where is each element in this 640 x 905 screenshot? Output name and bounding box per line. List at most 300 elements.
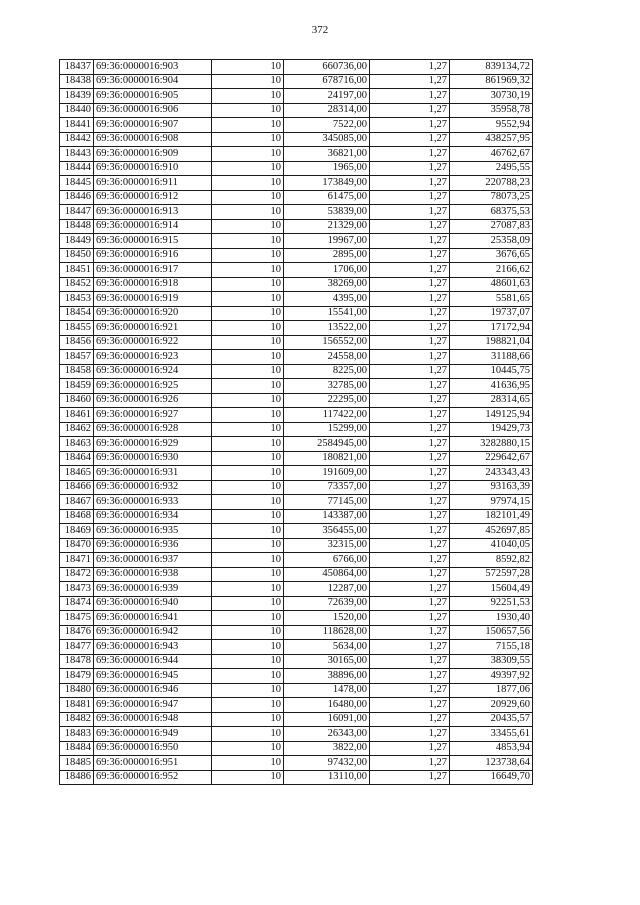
code-cell: 10 <box>212 582 284 597</box>
coefficient-cell: 1,27 <box>370 263 450 278</box>
coefficient-cell: 1,27 <box>370 364 450 379</box>
cadastral-number: 69:36:0000016:918 <box>94 277 212 292</box>
cadastral-number: 69:36:0000016:946 <box>94 683 212 698</box>
table-row <box>60 364 533 379</box>
result-cell: 25358,09 <box>450 234 533 249</box>
coefficient-cell: 1,27 <box>370 596 450 611</box>
result-cell: 438257,95 <box>450 132 533 147</box>
cadastral-number: 69:36:0000016:925 <box>94 379 212 394</box>
value-cell: 2584945,00 <box>284 437 370 452</box>
coefficient-cell: 1,27 <box>370 451 450 466</box>
result-cell: 41040,05 <box>450 538 533 553</box>
code-cell: 10 <box>212 495 284 510</box>
cadastral-number: 69:36:0000016:943 <box>94 640 212 655</box>
result-cell: 30730,19 <box>450 89 533 104</box>
row-number: 18442 <box>60 132 94 147</box>
coefficient-cell: 1,27 <box>370 248 450 263</box>
table-row <box>60 103 533 118</box>
table-row <box>60 60 533 75</box>
result-cell: 9552,94 <box>450 118 533 133</box>
code-cell: 10 <box>212 132 284 147</box>
row-number: 18467 <box>60 495 94 510</box>
result-cell: 1930,40 <box>450 611 533 626</box>
code-cell: 10 <box>212 567 284 582</box>
row-number: 18479 <box>60 669 94 684</box>
code-cell: 10 <box>212 234 284 249</box>
cadastral-number: 69:36:0000016:926 <box>94 393 212 408</box>
table-row <box>60 683 533 698</box>
row-number: 18454 <box>60 306 94 321</box>
value-cell: 13110,00 <box>284 770 370 785</box>
table-row <box>60 669 533 684</box>
page-number: 372 <box>311 24 329 36</box>
cadastral-number: 69:36:0000016:949 <box>94 727 212 742</box>
coefficient-cell: 1,27 <box>370 74 450 89</box>
result-cell: 48601,63 <box>450 277 533 292</box>
cadastral-number: 69:36:0000016:903 <box>94 60 212 75</box>
result-cell: 452697,85 <box>450 524 533 539</box>
code-cell: 10 <box>212 712 284 727</box>
cadastral-number: 69:36:0000016:934 <box>94 509 212 524</box>
row-number: 18482 <box>60 712 94 727</box>
code-cell: 10 <box>212 60 284 75</box>
code-cell: 10 <box>212 553 284 568</box>
table-row <box>60 596 533 611</box>
result-cell: 78073,25 <box>450 190 533 205</box>
cadastral-number: 69:36:0000016:912 <box>94 190 212 205</box>
table-row <box>60 321 533 336</box>
cadastral-value-table <box>59 59 533 785</box>
cadastral-number: 69:36:0000016:927 <box>94 408 212 423</box>
table-row <box>60 611 533 626</box>
cadastral-number: 69:36:0000016:910 <box>94 161 212 176</box>
value-cell: 24197,00 <box>284 89 370 104</box>
value-cell: 22295,00 <box>284 393 370 408</box>
row-number: 18472 <box>60 567 94 582</box>
row-number: 18466 <box>60 480 94 495</box>
coefficient-cell: 1,27 <box>370 756 450 771</box>
coefficient-cell: 1,27 <box>370 712 450 727</box>
code-cell: 10 <box>212 625 284 640</box>
row-number: 18465 <box>60 466 94 481</box>
code-cell: 10 <box>212 190 284 205</box>
table-row <box>60 205 533 220</box>
value-cell: 21329,00 <box>284 219 370 234</box>
row-number: 18440 <box>60 103 94 118</box>
cadastral-number: 69:36:0000016:920 <box>94 306 212 321</box>
coefficient-cell: 1,27 <box>370 379 450 394</box>
value-cell: 6766,00 <box>284 553 370 568</box>
coefficient-cell: 1,27 <box>370 118 450 133</box>
cadastral-number: 69:36:0000016:913 <box>94 205 212 220</box>
table-row <box>60 248 533 263</box>
code-cell: 10 <box>212 263 284 278</box>
code-cell: 10 <box>212 321 284 336</box>
coefficient-cell: 1,27 <box>370 205 450 220</box>
value-cell: 173849,00 <box>284 176 370 191</box>
table-row <box>60 466 533 481</box>
row-number: 18438 <box>60 74 94 89</box>
row-number: 18460 <box>60 393 94 408</box>
row-number: 18471 <box>60 553 94 568</box>
value-cell: 191609,00 <box>284 466 370 481</box>
cadastral-number: 69:36:0000016:909 <box>94 147 212 162</box>
row-number: 18474 <box>60 596 94 611</box>
coefficient-cell: 1,27 <box>370 132 450 147</box>
code-cell: 10 <box>212 393 284 408</box>
code-cell: 10 <box>212 350 284 365</box>
code-cell: 10 <box>212 727 284 742</box>
code-cell: 10 <box>212 379 284 394</box>
value-cell: 117422,00 <box>284 408 370 423</box>
table-row <box>60 509 533 524</box>
result-cell: 28314,65 <box>450 393 533 408</box>
table-row <box>60 89 533 104</box>
coefficient-cell: 1,27 <box>370 524 450 539</box>
table-row <box>60 495 533 510</box>
value-cell: 26343,00 <box>284 727 370 742</box>
code-cell: 10 <box>212 669 284 684</box>
code-cell: 10 <box>212 437 284 452</box>
table-row <box>60 176 533 191</box>
cadastral-number: 69:36:0000016:936 <box>94 538 212 553</box>
coefficient-cell: 1,27 <box>370 654 450 669</box>
result-cell: 2495,55 <box>450 161 533 176</box>
cadastral-number: 69:36:0000016:904 <box>94 74 212 89</box>
code-cell: 10 <box>212 147 284 162</box>
cadastral-number: 69:36:0000016:930 <box>94 451 212 466</box>
row-number: 18463 <box>60 437 94 452</box>
cadastral-number: 69:36:0000016:924 <box>94 364 212 379</box>
code-cell: 10 <box>212 756 284 771</box>
table-row <box>60 393 533 408</box>
table-row <box>60 161 533 176</box>
coefficient-cell: 1,27 <box>370 466 450 481</box>
cadastral-number: 69:36:0000016:929 <box>94 437 212 452</box>
row-number: 18447 <box>60 205 94 220</box>
value-cell: 3822,00 <box>284 741 370 756</box>
value-cell: 38269,00 <box>284 277 370 292</box>
cadastral-number: 69:36:0000016:923 <box>94 350 212 365</box>
cadastral-number: 69:36:0000016:922 <box>94 335 212 350</box>
cadastral-number: 69:36:0000016:907 <box>94 118 212 133</box>
value-cell: 16091,00 <box>284 712 370 727</box>
coefficient-cell: 1,27 <box>370 538 450 553</box>
row-number: 18468 <box>60 509 94 524</box>
row-number: 18485 <box>60 756 94 771</box>
cadastral-number: 69:36:0000016:944 <box>94 654 212 669</box>
coefficient-cell: 1,27 <box>370 103 450 118</box>
row-number: 18437 <box>60 60 94 75</box>
code-cell: 10 <box>212 335 284 350</box>
code-cell: 10 <box>212 219 284 234</box>
row-number: 18441 <box>60 118 94 133</box>
result-cell: 861969,32 <box>450 74 533 89</box>
table-row <box>60 277 533 292</box>
result-cell: 33455,61 <box>450 727 533 742</box>
code-cell: 10 <box>212 408 284 423</box>
coefficient-cell: 1,27 <box>370 408 450 423</box>
result-cell: 3282880,15 <box>450 437 533 452</box>
cadastral-number: 69:36:0000016:931 <box>94 466 212 481</box>
code-cell: 10 <box>212 103 284 118</box>
table-row <box>60 727 533 742</box>
row-number: 18476 <box>60 625 94 640</box>
table-row <box>60 234 533 249</box>
row-number: 18459 <box>60 379 94 394</box>
code-cell: 10 <box>212 524 284 539</box>
row-number: 18444 <box>60 161 94 176</box>
value-cell: 72639,00 <box>284 596 370 611</box>
coefficient-cell: 1,27 <box>370 321 450 336</box>
code-cell: 10 <box>212 611 284 626</box>
value-cell: 118628,00 <box>284 625 370 640</box>
result-cell: 35958,78 <box>450 103 533 118</box>
value-cell: 356455,00 <box>284 524 370 539</box>
value-cell: 180821,00 <box>284 451 370 466</box>
result-cell: 31188,66 <box>450 350 533 365</box>
result-cell: 5581,65 <box>450 292 533 307</box>
value-cell: 2895,00 <box>284 248 370 263</box>
result-cell: 3676,65 <box>450 248 533 263</box>
code-cell: 10 <box>212 74 284 89</box>
row-number: 18439 <box>60 89 94 104</box>
result-cell: 19429,73 <box>450 422 533 437</box>
coefficient-cell: 1,27 <box>370 683 450 698</box>
cadastral-number: 69:36:0000016:905 <box>94 89 212 104</box>
table-row <box>60 437 533 452</box>
table-row <box>60 625 533 640</box>
coefficient-cell: 1,27 <box>370 335 450 350</box>
coefficient-cell: 1,27 <box>370 393 450 408</box>
row-number: 18473 <box>60 582 94 597</box>
table-row <box>60 118 533 133</box>
cadastral-number: 69:36:0000016:945 <box>94 669 212 684</box>
row-number: 18445 <box>60 176 94 191</box>
row-number: 18448 <box>60 219 94 234</box>
cadastral-number: 69:36:0000016:937 <box>94 553 212 568</box>
row-number: 18484 <box>60 741 94 756</box>
table-row <box>60 263 533 278</box>
value-cell: 156552,00 <box>284 335 370 350</box>
cadastral-number: 69:36:0000016:935 <box>94 524 212 539</box>
code-cell: 10 <box>212 451 284 466</box>
row-number: 18449 <box>60 234 94 249</box>
value-cell: 38896,00 <box>284 669 370 684</box>
coefficient-cell: 1,27 <box>370 89 450 104</box>
value-cell: 678716,00 <box>284 74 370 89</box>
table-row <box>60 451 533 466</box>
result-cell: 198821,04 <box>450 335 533 350</box>
result-cell: 8592,82 <box>450 553 533 568</box>
coefficient-cell: 1,27 <box>370 495 450 510</box>
row-number: 18446 <box>60 190 94 205</box>
coefficient-cell: 1,27 <box>370 161 450 176</box>
result-cell: 17172,94 <box>450 321 533 336</box>
result-cell: 97974,15 <box>450 495 533 510</box>
row-number: 18443 <box>60 147 94 162</box>
result-cell: 49397,92 <box>450 669 533 684</box>
result-cell: 20929,60 <box>450 698 533 713</box>
value-cell: 345085,00 <box>284 132 370 147</box>
value-cell: 36821,00 <box>284 147 370 162</box>
cadastral-number: 69:36:0000016:951 <box>94 756 212 771</box>
cadastral-number: 69:36:0000016:950 <box>94 741 212 756</box>
cadastral-number: 69:36:0000016:933 <box>94 495 212 510</box>
table-row <box>60 524 533 539</box>
result-cell: 4853,94 <box>450 741 533 756</box>
code-cell: 10 <box>212 118 284 133</box>
coefficient-cell: 1,27 <box>370 727 450 742</box>
result-cell: 15604,49 <box>450 582 533 597</box>
cadastral-number: 69:36:0000016:948 <box>94 712 212 727</box>
cadastral-number: 69:36:0000016:947 <box>94 698 212 713</box>
row-number: 18486 <box>60 770 94 785</box>
result-cell: 123738,64 <box>450 756 533 771</box>
table-row <box>60 335 533 350</box>
value-cell: 61475,00 <box>284 190 370 205</box>
row-number: 18457 <box>60 350 94 365</box>
row-number: 18452 <box>60 277 94 292</box>
table-row <box>60 147 533 162</box>
code-cell: 10 <box>212 698 284 713</box>
coefficient-cell: 1,27 <box>370 669 450 684</box>
row-number: 18475 <box>60 611 94 626</box>
value-cell: 73357,00 <box>284 480 370 495</box>
value-cell: 32315,00 <box>284 538 370 553</box>
coefficient-cell: 1,27 <box>370 60 450 75</box>
cadastral-number: 69:36:0000016:911 <box>94 176 212 191</box>
code-cell: 10 <box>212 89 284 104</box>
result-cell: 20435,57 <box>450 712 533 727</box>
table-row <box>60 698 533 713</box>
result-cell: 2166,62 <box>450 263 533 278</box>
cadastral-number: 69:36:0000016:932 <box>94 480 212 495</box>
row-number: 18453 <box>60 292 94 307</box>
cadastral-number: 69:36:0000016:942 <box>94 625 212 640</box>
code-cell: 10 <box>212 741 284 756</box>
value-cell: 1520,00 <box>284 611 370 626</box>
value-cell: 77145,00 <box>284 495 370 510</box>
value-cell: 5634,00 <box>284 640 370 655</box>
row-number: 18451 <box>60 263 94 278</box>
value-cell: 53839,00 <box>284 205 370 220</box>
coefficient-cell: 1,27 <box>370 176 450 191</box>
table-row <box>60 640 533 655</box>
coefficient-cell: 1,27 <box>370 698 450 713</box>
table-row <box>60 553 533 568</box>
cadastral-number: 69:36:0000016:916 <box>94 248 212 263</box>
coefficient-cell: 1,27 <box>370 277 450 292</box>
cadastral-number: 69:36:0000016:938 <box>94 567 212 582</box>
row-number: 18478 <box>60 654 94 669</box>
value-cell: 16480,00 <box>284 698 370 713</box>
code-cell: 10 <box>212 480 284 495</box>
value-cell: 1706,00 <box>284 263 370 278</box>
table-row <box>60 350 533 365</box>
coefficient-cell: 1,27 <box>370 437 450 452</box>
result-cell: 27087,83 <box>450 219 533 234</box>
cadastral-number: 69:36:0000016:941 <box>94 611 212 626</box>
result-cell: 182101,49 <box>450 509 533 524</box>
code-cell: 10 <box>212 161 284 176</box>
table-row <box>60 422 533 437</box>
result-cell: 16649,70 <box>450 770 533 785</box>
row-number: 18469 <box>60 524 94 539</box>
cadastral-number: 69:36:0000016:928 <box>94 422 212 437</box>
coefficient-cell: 1,27 <box>370 611 450 626</box>
table-row <box>60 408 533 423</box>
cadastral-number: 69:36:0000016:921 <box>94 321 212 336</box>
table-row <box>60 582 533 597</box>
coefficient-cell: 1,27 <box>370 234 450 249</box>
value-cell: 15299,00 <box>284 422 370 437</box>
result-cell: 1877,06 <box>450 683 533 698</box>
value-cell: 143387,00 <box>284 509 370 524</box>
row-number: 18462 <box>60 422 94 437</box>
value-cell: 660736,00 <box>284 60 370 75</box>
table-row <box>60 132 533 147</box>
cadastral-number: 69:36:0000016:952 <box>94 770 212 785</box>
coefficient-cell: 1,27 <box>370 147 450 162</box>
table-row <box>60 654 533 669</box>
table-body <box>60 60 533 785</box>
table-row <box>60 219 533 234</box>
result-cell: 92251,53 <box>450 596 533 611</box>
value-cell: 15541,00 <box>284 306 370 321</box>
table-row <box>60 770 533 785</box>
value-cell: 30165,00 <box>284 654 370 669</box>
row-number: 18456 <box>60 335 94 350</box>
coefficient-cell: 1,27 <box>370 422 450 437</box>
result-cell: 572597,28 <box>450 567 533 582</box>
row-number: 18458 <box>60 364 94 379</box>
cadastral-number: 69:36:0000016:939 <box>94 582 212 597</box>
table-row <box>60 74 533 89</box>
value-cell: 450864,00 <box>284 567 370 582</box>
coefficient-cell: 1,27 <box>370 190 450 205</box>
coefficient-cell: 1,27 <box>370 219 450 234</box>
result-cell: 229642,67 <box>450 451 533 466</box>
code-cell: 10 <box>212 683 284 698</box>
coefficient-cell: 1,27 <box>370 292 450 307</box>
coefficient-cell: 1,27 <box>370 741 450 756</box>
cadastral-number: 69:36:0000016:919 <box>94 292 212 307</box>
row-number: 18464 <box>60 451 94 466</box>
row-number: 18450 <box>60 248 94 263</box>
row-number: 18455 <box>60 321 94 336</box>
coefficient-cell: 1,27 <box>370 480 450 495</box>
value-cell: 24558,00 <box>284 350 370 365</box>
table-row <box>60 190 533 205</box>
table-row <box>60 756 533 771</box>
result-cell: 7155,18 <box>450 640 533 655</box>
result-cell: 38309,55 <box>450 654 533 669</box>
value-cell: 7522,00 <box>284 118 370 133</box>
result-cell: 150657,56 <box>450 625 533 640</box>
table-row <box>60 567 533 582</box>
code-cell: 10 <box>212 422 284 437</box>
cadastral-number: 69:36:0000016:915 <box>94 234 212 249</box>
code-cell: 10 <box>212 248 284 263</box>
code-cell: 10 <box>212 176 284 191</box>
cadastral-number: 69:36:0000016:908 <box>94 132 212 147</box>
value-cell: 1478,00 <box>284 683 370 698</box>
result-cell: 839134,72 <box>450 60 533 75</box>
row-number: 18461 <box>60 408 94 423</box>
coefficient-cell: 1,27 <box>370 625 450 640</box>
coefficient-cell: 1,27 <box>370 582 450 597</box>
